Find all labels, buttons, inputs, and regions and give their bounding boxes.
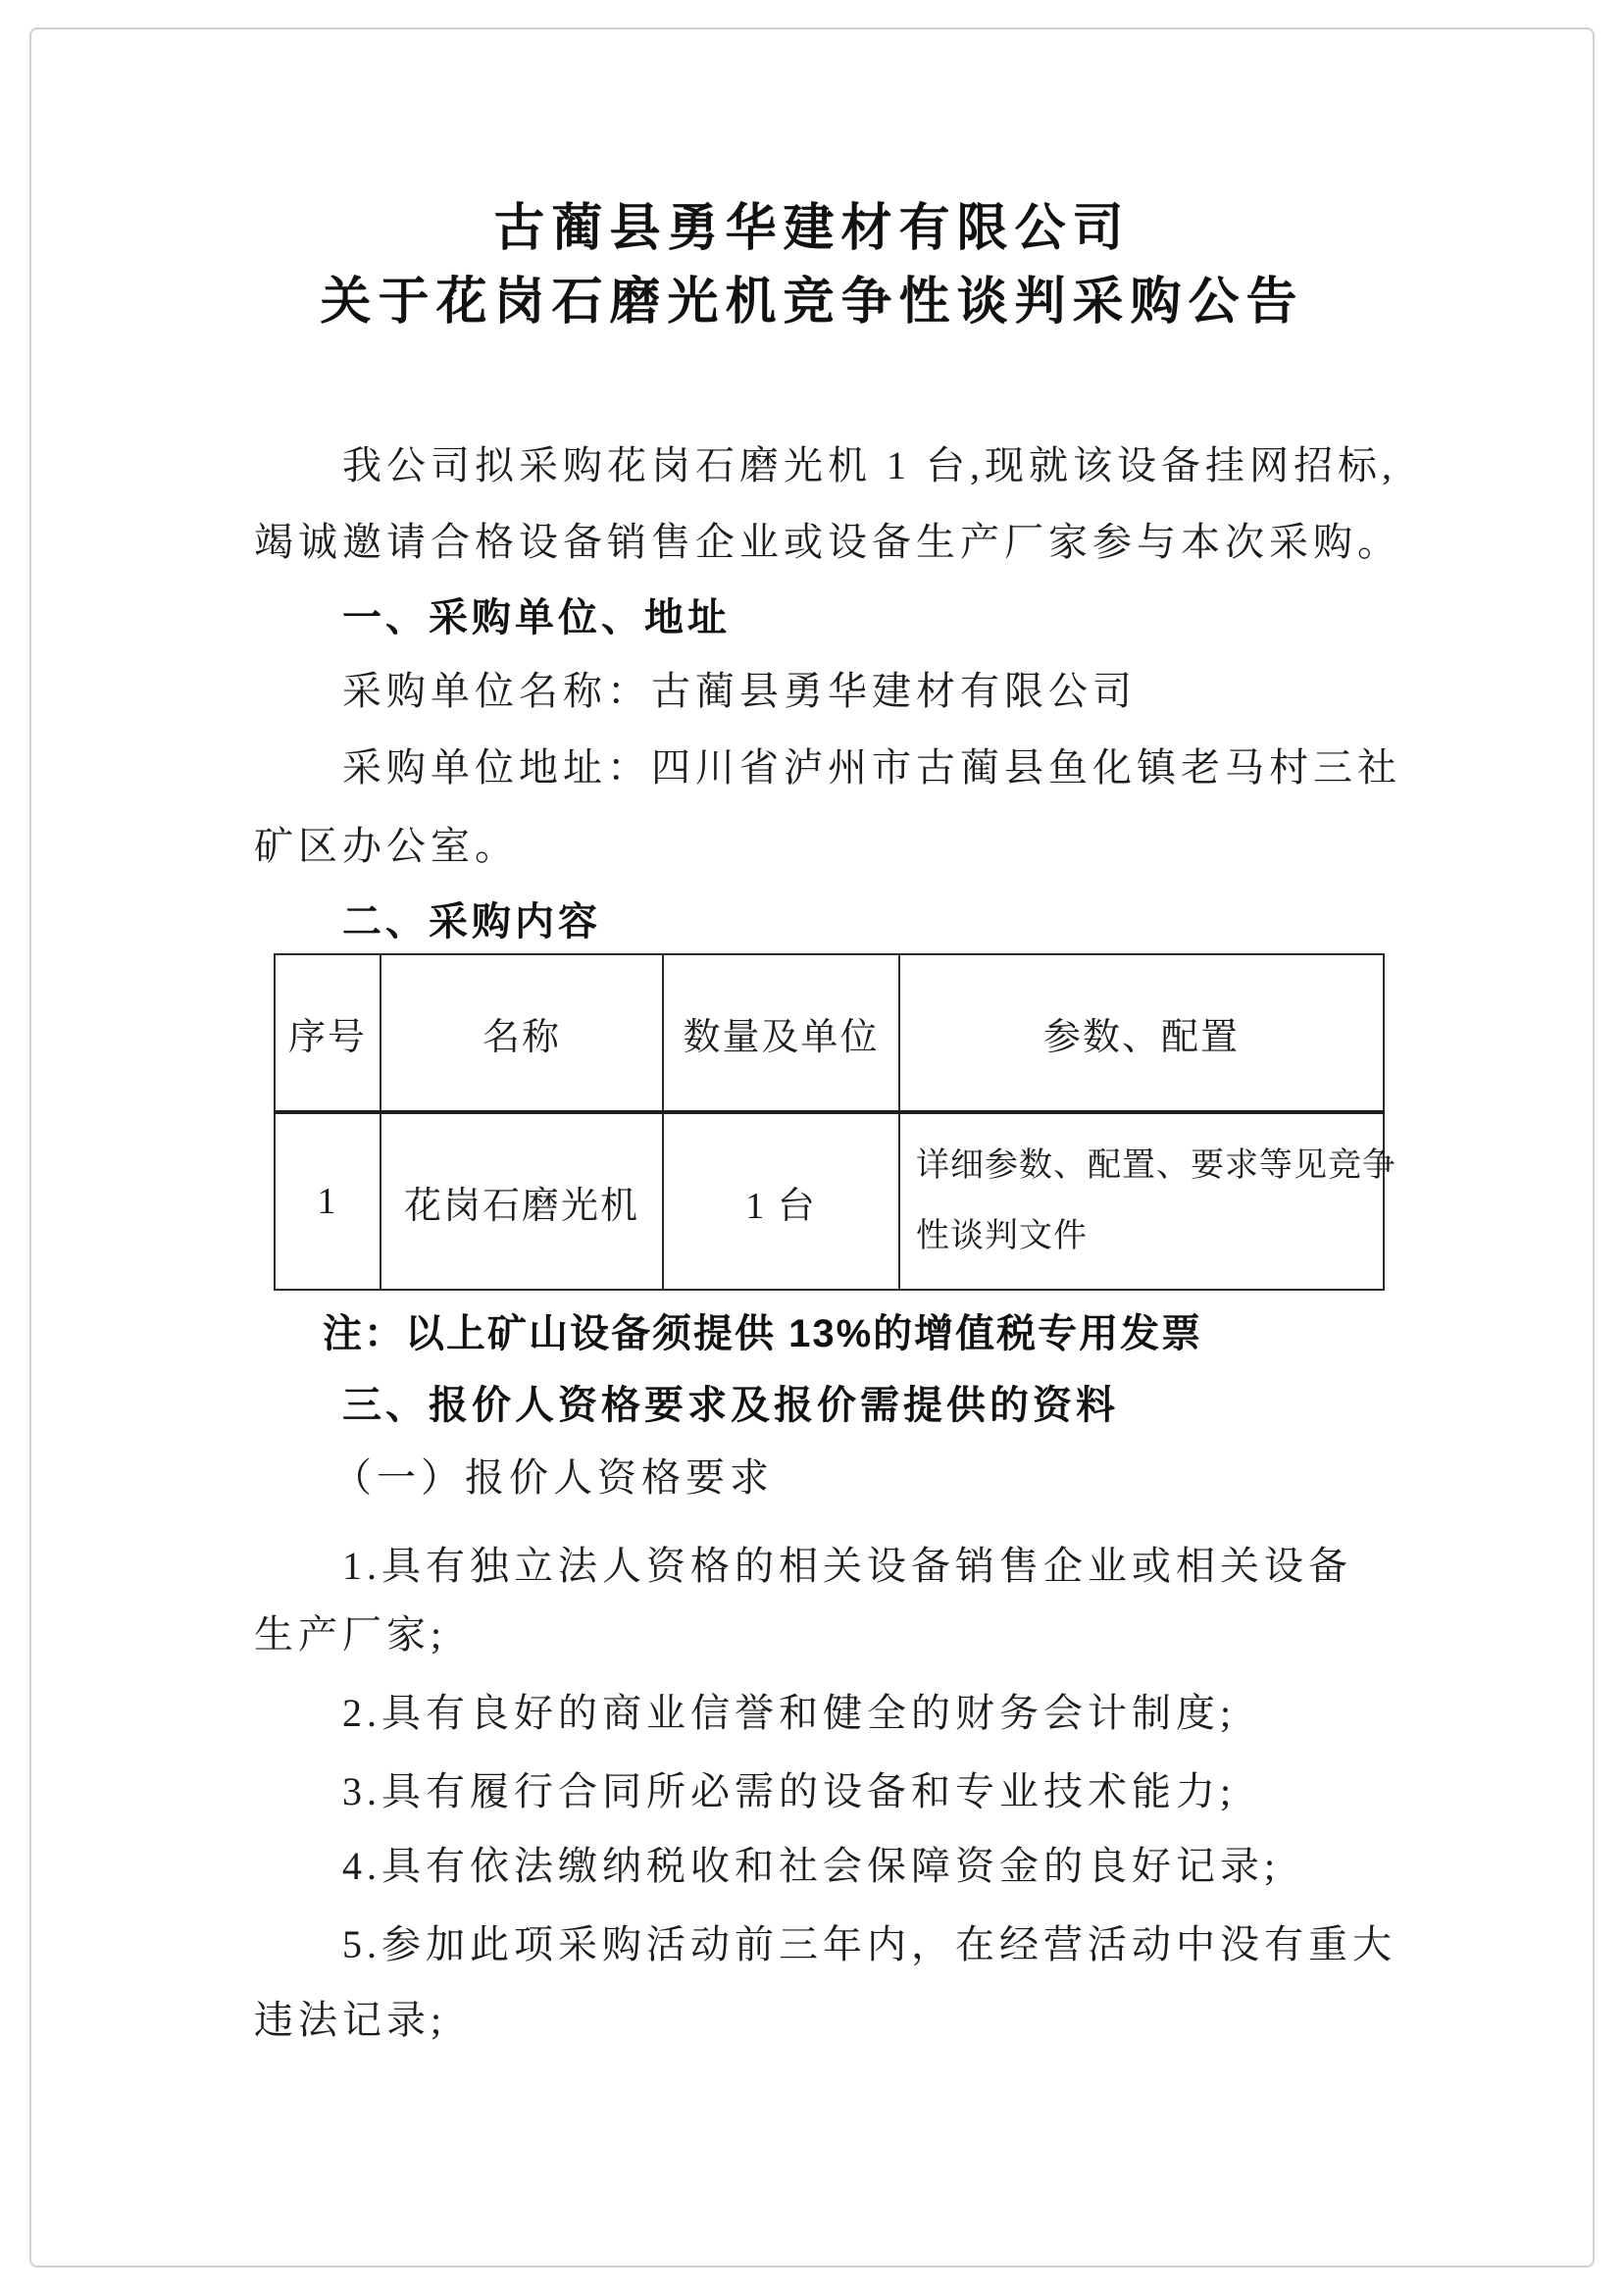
- purchaser-address-line-1: 采购单位地址：四川省泸州市古蔺县鱼化镇老马村三社: [342, 745, 1401, 790]
- cell-parameters: [899, 1112, 1396, 1290]
- header-quantity-unit: 数量及单位: [663, 954, 899, 1112]
- section3-sub-heading: （一）报价人资格要求: [332, 1455, 774, 1500]
- section2-heading: 二、采购内容: [342, 900, 601, 943]
- qualification-item-5-line-1: 5.参加此项采购活动前三年内，在经营活动中没有重大: [342, 1922, 1396, 1966]
- intro-line-1: 我公司拟采购花岗石磨光机 1 台,现就该设备挂网招标,: [342, 443, 1396, 487]
- header-serial-number: 序号: [275, 954, 381, 1112]
- table-row: [275, 1112, 1384, 1290]
- qualification-item-1-line-2: 生产厂家;: [254, 1612, 447, 1656]
- procurement-table: [274, 953, 1396, 1291]
- qualification-item-1-line-1: 1.具有独立法人资格的相关设备销售企业或相关设备: [342, 1544, 1352, 1588]
- cell-parameters-line-1: 详细参数、配置、要求等见竞争: [916, 1147, 1396, 1184]
- qualification-item-2: 2.具有良好的商业信誉和健全的财务会计制度;: [342, 1691, 1237, 1735]
- cell-parameters-line-2: 性谈判文件: [916, 1218, 1088, 1254]
- table-header-row: [275, 954, 1384, 1112]
- header-item-name: 名称: [381, 954, 663, 1112]
- vat-note-line: 注：以上矿山设备须提供 13%的增值税专用发票: [323, 1312, 1203, 1355]
- header-parameters: 参数、配置: [899, 954, 1384, 1112]
- cell-serial-number: 1: [275, 1112, 381, 1290]
- doc-title-line2: 关于花岗石磨光机竞争性谈判采购公告: [320, 274, 1304, 331]
- qualification-item-4: 4.具有依法缴纳税收和社会保障资金的良好记录;: [342, 1844, 1281, 1888]
- doc-title-line1: 古蔺县勇华建材有限公司: [493, 200, 1131, 257]
- cell-quantity-unit: 1 台: [663, 1112, 899, 1290]
- cell-parameters-line-gap: [916, 1185, 1373, 1218]
- qualification-item-3: 3.具有履行合同所必需的设备和专业技术能力;: [342, 1769, 1237, 1813]
- intro-line-2: 竭诚邀请合格设备销售企业或设备生产厂家参与本次采购。: [254, 520, 1401, 564]
- section1-heading: 一、采购单位、地址: [342, 596, 731, 639]
- purchaser-address-line-2: 矿区办公室。: [254, 824, 519, 868]
- section3-heading: 三、报价人资格要求及报价需提供的资料: [342, 1384, 1119, 1427]
- cell-item-name: 花岗石磨光机: [381, 1112, 663, 1290]
- qualification-item-5-line-2: 违法记录;: [254, 1998, 447, 2042]
- purchaser-name-line: 采购单位名称：古蔺县勇华建材有限公司: [342, 669, 1137, 713]
